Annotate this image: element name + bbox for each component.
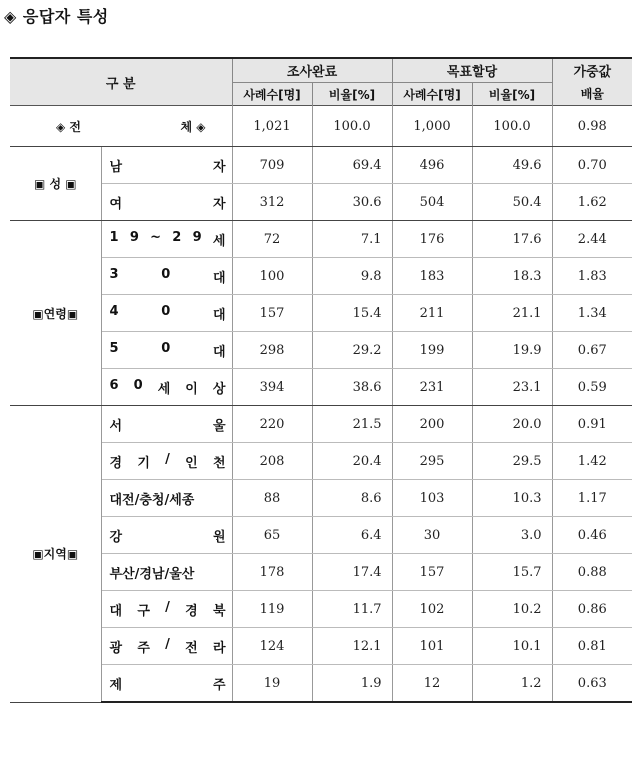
cell-weight: 1.42	[552, 443, 632, 480]
cell-weight: 0.81	[552, 628, 632, 665]
row-label	[101, 369, 232, 406]
row-label-part: /	[165, 636, 170, 652]
row-label-part: 전	[185, 640, 198, 656]
row-label-part: 0	[133, 377, 143, 393]
cell-target-count: 496	[392, 147, 472, 184]
row-label	[101, 147, 232, 184]
total-weight: 0.98	[552, 106, 632, 147]
cell-survey-count: 178	[232, 554, 312, 591]
table-row	[10, 628, 632, 665]
cell-target-ratio: 10.3	[472, 480, 552, 517]
row-label-part: 상	[212, 381, 226, 397]
row-label-part: 6	[109, 377, 119, 393]
cell-survey-count: 124	[232, 628, 312, 665]
row-label	[101, 628, 232, 665]
row-label-part: 0	[161, 340, 171, 356]
table-row	[10, 443, 632, 480]
header-target-quota: 목표할당	[392, 58, 552, 83]
cell-survey-count: 298	[232, 332, 312, 369]
row-label-part: 남	[109, 159, 123, 175]
header-survey-count: 사례수[명]	[232, 83, 312, 106]
cell-survey-count: 709	[232, 147, 312, 184]
row-label-part: 0	[161, 303, 171, 319]
cell-survey-ratio: 12.1	[312, 628, 392, 665]
cell-weight: 1.34	[552, 295, 632, 332]
row-label-part: 라	[212, 640, 226, 656]
cell-survey-count: 119	[232, 591, 312, 628]
row-label	[101, 591, 232, 628]
cell-survey-count: 220	[232, 406, 312, 443]
row-label	[101, 443, 232, 480]
cell-survey-ratio: 6.4	[312, 517, 392, 554]
cell-weight: 0.67	[552, 332, 632, 369]
header-weight-multiplier: 배율	[552, 83, 632, 106]
row-label-part: 기	[137, 455, 150, 471]
row-label-part: 천	[212, 455, 226, 471]
row-label-part: 경	[185, 603, 198, 619]
row-label	[101, 665, 232, 703]
row-label-part: 9	[129, 229, 139, 245]
total-label	[10, 106, 232, 147]
row-label	[101, 517, 232, 554]
cell-target-count: 183	[392, 258, 472, 295]
cell-target-ratio: 50.4	[472, 184, 552, 221]
cell-survey-ratio: 11.7	[312, 591, 392, 628]
cell-target-ratio: 10.2	[472, 591, 552, 628]
cell-survey-ratio: 15.4	[312, 295, 392, 332]
table-header	[10, 58, 632, 106]
cell-survey-ratio: 20.4	[312, 443, 392, 480]
row-label-part: 1	[109, 229, 119, 245]
cell-survey-ratio: 29.2	[312, 332, 392, 369]
row-label-part: 대	[212, 270, 226, 286]
cell-survey-count: 394	[232, 369, 312, 406]
cell-target-count: 12	[392, 665, 472, 703]
cell-survey-ratio: 69.4	[312, 147, 392, 184]
row-label-part: 대	[212, 307, 226, 323]
row-label	[101, 295, 232, 332]
cell-target-count: 231	[392, 369, 472, 406]
row-label-part: 0	[161, 266, 171, 282]
page-heading: ◈ 응답자 특성	[4, 7, 109, 26]
cell-target-ratio: 17.6	[472, 221, 552, 258]
row-label-part: 인	[185, 455, 198, 471]
respondent-characteristics-table	[10, 57, 632, 703]
cell-target-ratio: 49.6	[472, 147, 552, 184]
table-row	[10, 406, 632, 443]
row-label-part: 강	[109, 529, 123, 545]
cell-target-count: 157	[392, 554, 472, 591]
total-label-left: ◈ 전	[56, 119, 81, 134]
cell-target-ratio: 1.2	[472, 665, 552, 703]
header-weight: 가중값	[552, 58, 632, 83]
cell-survey-count: 157	[232, 295, 312, 332]
table-row	[10, 480, 632, 517]
row-label	[101, 221, 232, 258]
table-row	[10, 332, 632, 369]
row-label-part: 대전/충청/세종	[109, 492, 195, 508]
table-row	[10, 517, 632, 554]
cell-survey-ratio: 38.6	[312, 369, 392, 406]
group-label-region: ▣지역▣	[10, 406, 101, 703]
cell-target-ratio: 15.7	[472, 554, 552, 591]
row-label-part: 대	[109, 603, 123, 619]
cell-target-count: 103	[392, 480, 472, 517]
row-label-part: /	[165, 451, 170, 467]
group-label-age: ▣연령▣	[10, 221, 101, 406]
cell-weight: 1.62	[552, 184, 632, 221]
cell-target-ratio: 20.0	[472, 406, 552, 443]
cell-survey-count: 19	[232, 665, 312, 703]
row-label	[101, 480, 232, 517]
row-label-part: 광	[109, 640, 123, 656]
row-label	[101, 332, 232, 369]
cell-weight: 1.83	[552, 258, 632, 295]
row-label-part: 2	[172, 229, 182, 245]
table-row	[10, 147, 632, 184]
total-target-ratio: 100.0	[472, 106, 552, 147]
row-label	[101, 184, 232, 221]
row-label-part: 북	[212, 603, 226, 619]
row-label-part: 구	[137, 603, 150, 619]
row-label-part: 경	[109, 455, 123, 471]
cell-target-ratio: 3.0	[472, 517, 552, 554]
cell-weight: 0.46	[552, 517, 632, 554]
cell-target-ratio: 10.1	[472, 628, 552, 665]
row-label-part: 자	[212, 196, 226, 212]
header-category: 구 분	[10, 58, 232, 106]
cell-weight: 0.59	[552, 369, 632, 406]
total-target-count: 1,000	[392, 106, 472, 147]
cell-survey-ratio: 30.6	[312, 184, 392, 221]
cell-survey-count: 100	[232, 258, 312, 295]
table-row	[10, 295, 632, 332]
cell-survey-ratio: 17.4	[312, 554, 392, 591]
cell-target-ratio: 18.3	[472, 258, 552, 295]
total-label-right: 체 ◈	[180, 119, 206, 134]
row-label	[101, 554, 232, 591]
cell-target-ratio: 29.5	[472, 443, 552, 480]
cell-survey-count: 312	[232, 184, 312, 221]
cell-weight: 0.63	[552, 665, 632, 703]
row-label-part: ~	[150, 229, 162, 245]
row-label-part: 9	[192, 229, 202, 245]
row-label-part: 원	[212, 529, 226, 545]
cell-weight: 0.88	[552, 554, 632, 591]
table-row	[10, 221, 632, 258]
row-label-part: 5	[109, 340, 119, 356]
cell-target-count: 211	[392, 295, 472, 332]
group-label-gender: ▣ 성 ▣	[10, 147, 101, 221]
cell-target-count: 101	[392, 628, 472, 665]
row-label-part: 주	[137, 640, 150, 656]
cell-survey-ratio: 7.1	[312, 221, 392, 258]
row-label-part: 대	[212, 344, 226, 360]
row-label-part: 제	[109, 677, 123, 693]
cell-target-count: 504	[392, 184, 472, 221]
cell-target-count: 30	[392, 517, 472, 554]
row-label-part: 서	[109, 418, 123, 434]
cell-weight: 0.70	[552, 147, 632, 184]
row-label-part: 3	[109, 266, 119, 282]
row-label-part: 주	[212, 677, 226, 693]
cell-target-count: 102	[392, 591, 472, 628]
row-label	[101, 406, 232, 443]
cell-weight: 0.86	[552, 591, 632, 628]
row-label-part: 이	[185, 381, 198, 397]
row-label-part: 자	[212, 159, 226, 175]
cell-survey-count: 65	[232, 517, 312, 554]
cell-weight: 2.44	[552, 221, 632, 258]
cell-target-count: 176	[392, 221, 472, 258]
cell-survey-count: 208	[232, 443, 312, 480]
total-row	[10, 106, 632, 147]
cell-survey-count: 72	[232, 221, 312, 258]
cell-survey-ratio: 9.8	[312, 258, 392, 295]
cell-target-count: 199	[392, 332, 472, 369]
table-row	[10, 258, 632, 295]
table-row	[10, 184, 632, 221]
table-row	[10, 554, 632, 591]
cell-weight: 0.91	[552, 406, 632, 443]
cell-survey-ratio: 21.5	[312, 406, 392, 443]
header-survey-ratio: 비율[%]	[312, 83, 392, 106]
cell-survey-ratio: 8.6	[312, 480, 392, 517]
cell-survey-ratio: 1.9	[312, 665, 392, 703]
row-label	[101, 258, 232, 295]
cell-target-count: 200	[392, 406, 472, 443]
row-label-part: 세	[212, 233, 226, 249]
table-row	[10, 369, 632, 406]
total-survey-ratio: 100.0	[312, 106, 392, 147]
cell-survey-count: 88	[232, 480, 312, 517]
cell-weight: 1.17	[552, 480, 632, 517]
row-label-part: 4	[109, 303, 119, 319]
header-target-ratio: 비율[%]	[472, 83, 552, 106]
total-survey-count: 1,021	[232, 106, 312, 147]
cell-target-count: 295	[392, 443, 472, 480]
cell-target-ratio: 19.9	[472, 332, 552, 369]
row-label-part: 세	[157, 381, 171, 397]
header-target-count: 사례수[명]	[392, 83, 472, 106]
cell-target-ratio: 21.1	[472, 295, 552, 332]
row-label-part: /	[165, 599, 170, 615]
row-label-part: 여	[109, 196, 123, 212]
row-label-part: 울	[212, 418, 226, 434]
table-row	[10, 665, 632, 703]
cell-target-ratio: 23.1	[472, 369, 552, 406]
table-row	[10, 591, 632, 628]
row-label-part: 부산/경남/울산	[109, 566, 195, 582]
header-survey-complete: 조사완료	[232, 58, 392, 83]
